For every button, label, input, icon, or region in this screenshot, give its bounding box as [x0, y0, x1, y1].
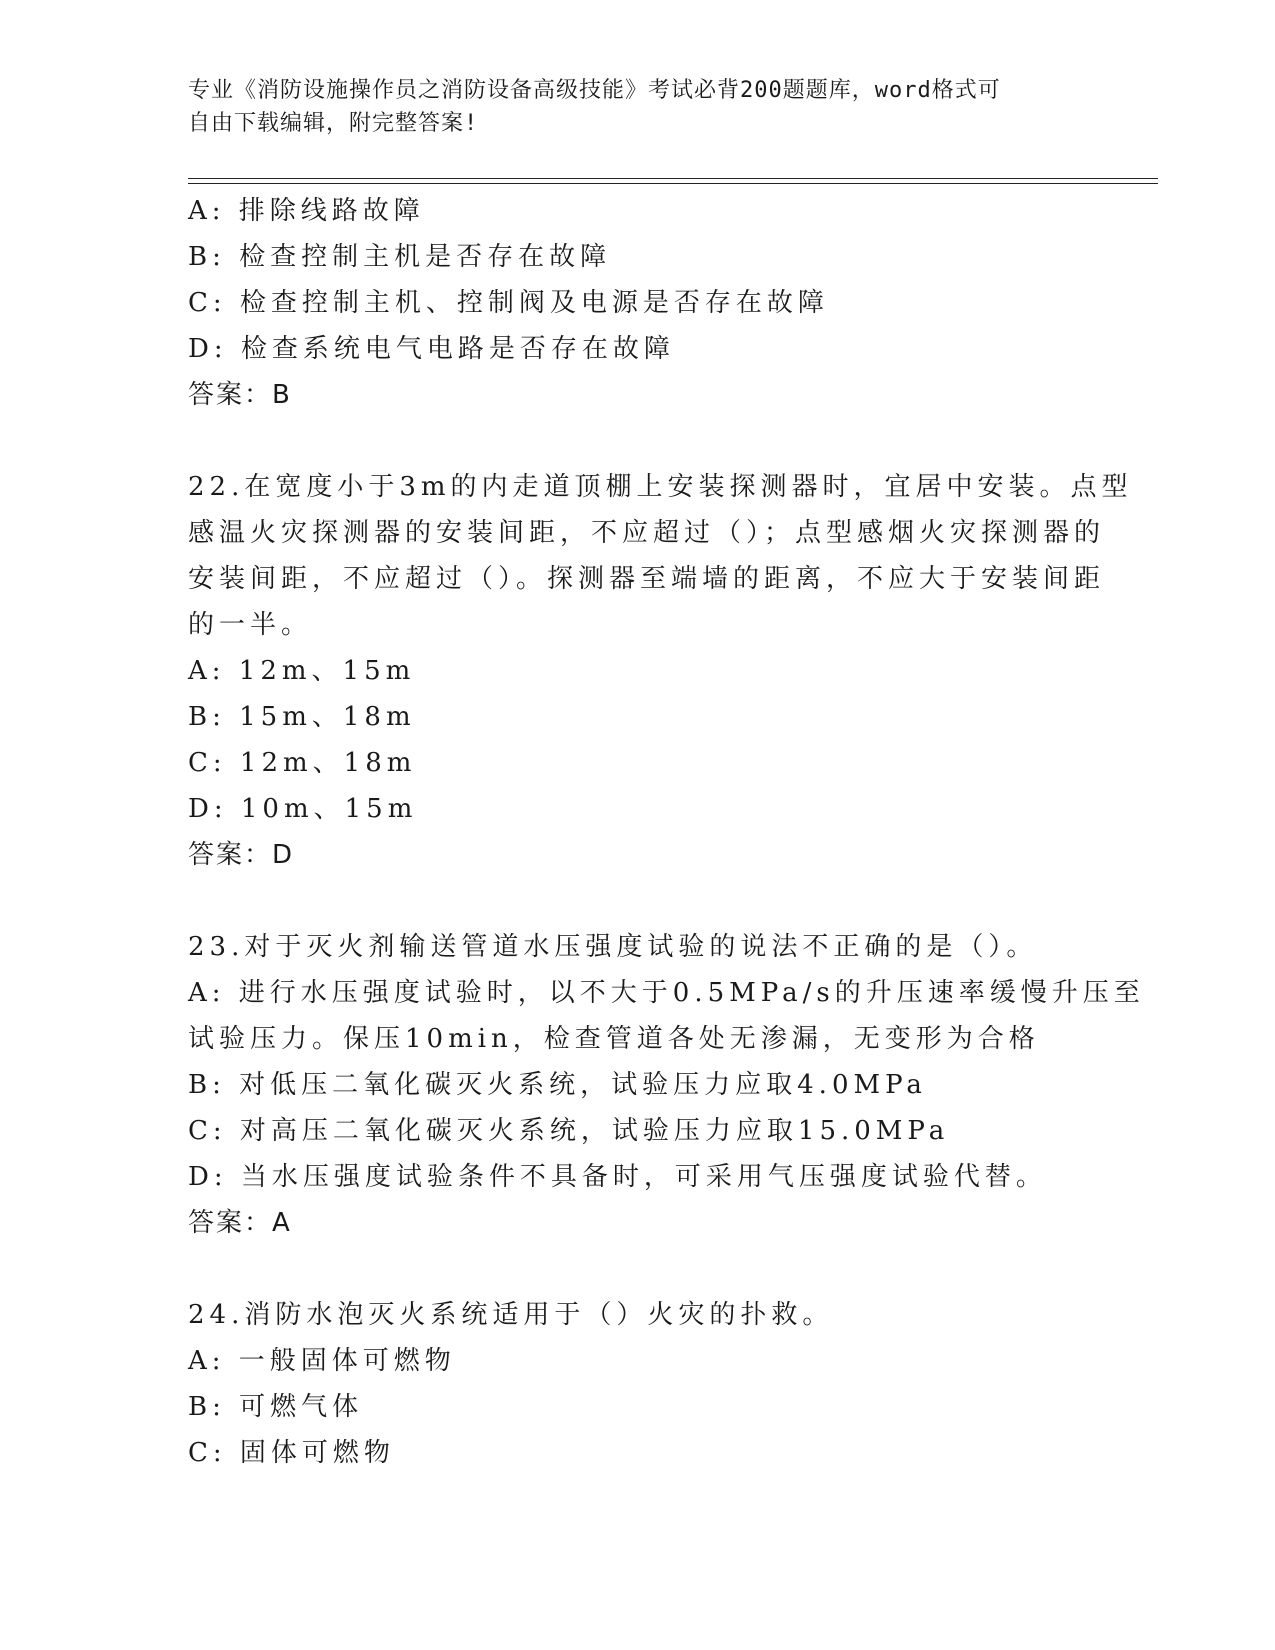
question-stem-line: 23.对于灭火剂输送管道水压强度试验的说法不正确的是（）。 [188, 932, 1038, 962]
answer-line: 答案：D [188, 840, 295, 870]
option-b: B: 对低压二氧化碳灭火系统，试验压力应取4.0MPa [188, 1070, 927, 1100]
question-21 [188, 188, 1088, 418]
option-a: A: 进行水压强度试验时，以不大于0.5MPa/s的升压速率缓慢升压至 [188, 978, 1145, 1008]
question-stem-line: 24.消防水泡灭火系统适用于（）火灾的扑救。 [188, 1300, 834, 1330]
question-23 [188, 924, 1145, 1246]
spacer [188, 878, 1088, 924]
option-b: B: 可燃气体 [188, 1392, 364, 1422]
option-a: A: 排除线路故障 [188, 196, 425, 226]
option-d: D: 当水压强度试验条件不具备时，可采用气压强度试验代替。 [188, 1162, 1047, 1192]
option-b: B: 检查控制主机是否存在故障 [188, 242, 612, 272]
document-body [188, 188, 1145, 1476]
document-header [188, 74, 1068, 140]
answer-line: 答案：A [188, 1208, 292, 1238]
spacer [188, 1246, 1088, 1292]
option-c: C: 检查控制主机、控制阀及电源是否存在故障 [188, 288, 829, 318]
header-line-2: 自由下载编辑，附完整答案! [188, 111, 479, 136]
option-c: C: 对高压二氧化碳灭火系统，试验压力应取15.0MPa [188, 1116, 950, 1146]
question-22 [188, 464, 1133, 878]
option-d: D: 10m、15m [188, 794, 418, 824]
option-a-continued: 试验压力。保压10min，检查管道各处无渗漏，无变形为合格 [188, 1024, 1040, 1054]
question-stem-line: 的一半。 [188, 610, 313, 640]
question-24 [188, 1292, 1088, 1476]
header-divider-top [188, 178, 1158, 179]
option-b: B: 15m、18m [188, 702, 416, 732]
answer-line: 答案：B [188, 380, 292, 410]
header-divider-bottom [188, 183, 1158, 184]
question-stem-line: 安装间距，不应超过（）。探测器至端墙的距离，不应大于安装间距 [188, 564, 1106, 594]
question-stem-line: 22.在宽度小于3m的内走道顶棚上安装探测器时，宜居中安装。点型 [188, 472, 1133, 502]
option-c: C: 固体可燃物 [188, 1438, 395, 1468]
header-line-1: 专业《消防设施操作员之消防设备高级技能》考试必背200题题库，word格式可 [188, 78, 1001, 103]
option-a: A: 一般固体可燃物 [188, 1346, 456, 1376]
option-c: C: 12m、18m [188, 748, 417, 778]
option-d: D: 检查系统电气电路是否存在故障 [188, 334, 675, 364]
option-a: A: 12m、15m [188, 656, 416, 686]
question-stem-line: 感温火灾探测器的安装间距，不应超过（）；点型感烟火灾探测器的 [188, 518, 1106, 548]
spacer [188, 418, 1088, 464]
